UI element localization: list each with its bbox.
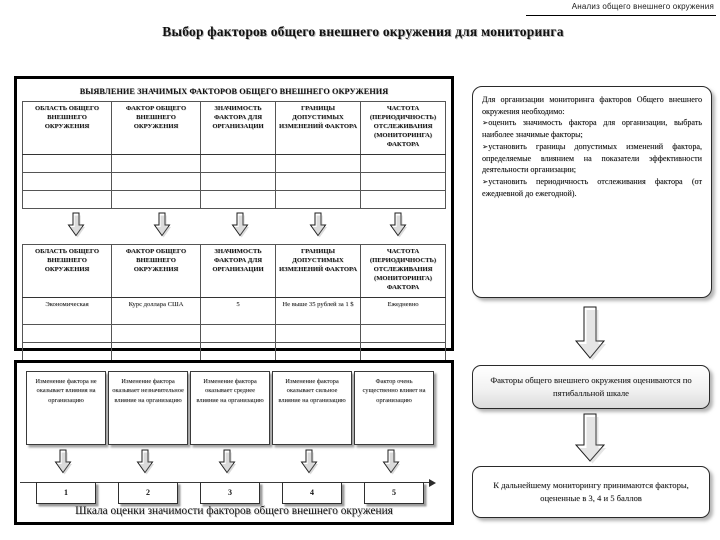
- down-arrow-icon: [217, 449, 237, 480]
- scale-box-2[interactable]: Изменение фактора оказывает незначительное влияние на организацию: [108, 371, 188, 445]
- further-monitoring-note: [472, 466, 710, 518]
- tables-caption: ВЫЯВЛЕНИЕ ЗНАЧИМЫХ ФАКТОРОВ ОБЩЕГО ВНЕШНЕГО ОКРУЖЕНИЯ: [79, 87, 389, 96]
- cell[interactable]: [23, 191, 112, 209]
- cell[interactable]: [201, 325, 276, 343]
- cell[interactable]: [276, 173, 361, 191]
- info-bullet-2-text: установить границы допустимых изменений фактора, определяемые влиянием на показатели эффективности деятельности организации;: [482, 141, 702, 175]
- bullet-marker-icon: ➢: [482, 141, 489, 151]
- down-arrow-icon: [388, 212, 408, 238]
- cell-limits[interactable]: Не выше 35 рублей за 1 $: [276, 298, 361, 325]
- col-header-frequency: ЧАСТОТА (ПЕРИОДИЧНОСТЬ) ОТСЛЕЖИВАНИЯ (МОНИТОРИНГА) ФАКТОРА: [361, 245, 446, 298]
- scale-value-3[interactable]: 3: [200, 482, 260, 504]
- cell[interactable]: [112, 191, 201, 209]
- running-header-text: Анализ общего внешнего окружения: [571, 2, 714, 11]
- header-rule: [526, 15, 716, 16]
- info-bullet-3: [482, 176, 702, 199]
- cell[interactable]: [23, 155, 112, 173]
- scale-value-1[interactable]: 1: [36, 482, 96, 504]
- scale-box-4[interactable]: Изменение фактора оказывает сильное влияние на организацию: [272, 371, 352, 445]
- scale-value-4[interactable]: 4: [282, 482, 342, 504]
- cell[interactable]: [276, 191, 361, 209]
- cell[interactable]: [276, 325, 361, 343]
- info-bullet-1-text: оценить значимость фактора для организации, выбрать наиболее значимые факторы;: [482, 118, 702, 140]
- col-header-significance: ЗНАЧИМОСТЬ ФАКТОРА ДЛЯ ОРГАНИЗАЦИИ: [201, 245, 276, 298]
- tables-panel: [14, 76, 454, 351]
- cell[interactable]: [201, 155, 276, 173]
- cell[interactable]: [361, 343, 446, 361]
- cell[interactable]: [112, 155, 201, 173]
- down-arrow-icon: [299, 449, 319, 480]
- down-arrow-icon: [230, 212, 250, 238]
- info-balloon: [472, 86, 712, 298]
- cell[interactable]: [112, 343, 201, 361]
- further-monitoring-text: К дальнейшему мониторингу принимаются факторы, оцененные в 3, 4 и 5 баллов: [493, 480, 689, 503]
- five-point-note: [472, 365, 710, 409]
- col-header-limits: ГРАНИЦЫ ДОПУСТИМЫХ ИЗМЕНЕНИЙ ФАКТОРА: [276, 245, 361, 298]
- cell[interactable]: [361, 173, 446, 191]
- col-header-factor: ФАКТОР ОБЩЕГО ВНЕШНЕГО ОКРУЖЕНИЯ: [112, 102, 201, 155]
- down-arrow-icon: [381, 449, 401, 480]
- cell[interactable]: [201, 191, 276, 209]
- down-arrow-icon: [53, 449, 73, 480]
- cell[interactable]: [276, 155, 361, 173]
- cell[interactable]: [201, 173, 276, 191]
- scale-caption: Шкала оценки значимости факторов общего внешнего окружения: [75, 505, 393, 517]
- scale-value-5[interactable]: 5: [364, 482, 424, 504]
- info-lead: Для организации мониторинга факторов Общего внешнего окружения необходимо:: [482, 95, 702, 116]
- col-header-factor: ФАКТОР ОБЩЕГО ВНЕШНЕГО ОКРУЖЕНИЯ: [112, 245, 201, 298]
- cell[interactable]: [361, 191, 446, 209]
- scale-box-5[interactable]: Фактор очень существенно влияет на организацию: [354, 371, 434, 445]
- cell[interactable]: [23, 343, 112, 361]
- transition-arrows: [30, 212, 438, 240]
- table-row[interactable]: [23, 343, 446, 361]
- page-title: Выбор факторов общего внешнего окружения для мониторинга: [162, 24, 564, 39]
- cell[interactable]: [361, 325, 446, 343]
- cell-frequency[interactable]: Ежедневно: [361, 298, 446, 325]
- scale-box-1[interactable]: Изменение фактора не оказывает влияния на организацию: [26, 371, 106, 445]
- down-arrow-icon: [573, 305, 607, 366]
- axis-arrowhead-icon: [429, 479, 436, 487]
- five-point-text: Факторы общего внешнего окружения оцениваются по пятибалльной шкале: [490, 375, 692, 398]
- bullet-marker-icon: ➢: [482, 118, 489, 128]
- info-bullet-3-text: установить периодичность отслеживания фактора (от ежедневной до ежегодной).: [482, 177, 702, 198]
- table-row[interactable]: [23, 191, 446, 209]
- table-header-row: [23, 245, 446, 298]
- down-arrow-icon: [135, 449, 155, 480]
- table-row[interactable]: [23, 155, 446, 173]
- col-header-area: ОБЛАСТЬ ОБЩЕГО ВНЕШНЕГО ОКРУЖЕНИЯ: [23, 102, 112, 155]
- table-header-row: [23, 102, 446, 155]
- down-arrow-icon: [66, 212, 86, 238]
- cell-factor[interactable]: Курс доллара США: [112, 298, 201, 325]
- cell[interactable]: [276, 343, 361, 361]
- scale-arrows: [26, 449, 444, 475]
- scale-value-2[interactable]: 2: [118, 482, 178, 504]
- cell[interactable]: [23, 173, 112, 191]
- info-bullet-2: [482, 141, 702, 176]
- col-header-frequency: ЧАСТОТА (ПЕРИОДИЧНОСТЬ) ОТСЛЕЖИВАНИЯ (МОНИТОРИНГА) ФАКТОРА: [361, 102, 446, 155]
- down-arrow-icon: [308, 212, 328, 238]
- cell[interactable]: [112, 325, 201, 343]
- table-row[interactable]: [23, 173, 446, 191]
- table-row[interactable]: [23, 325, 446, 343]
- cell[interactable]: [361, 155, 446, 173]
- scale-box-3[interactable]: Изменение фактора оказывает среднее влияние на организацию: [190, 371, 270, 445]
- col-header-area: ОБЛАСТЬ ОБЩЕГО ВНЕШНЕГО ОКРУЖЕНИЯ: [23, 245, 112, 298]
- factors-table-filled: [22, 244, 446, 361]
- scale-boxes-wrap: [26, 371, 444, 445]
- cell[interactable]: [201, 343, 276, 361]
- scale-axis: [20, 478, 444, 497]
- down-arrow-icon: [152, 212, 172, 238]
- col-header-limits: ГРАНИЦЫ ДОПУСТИМЫХ ИЗМЕНЕНИЙ ФАКТОРА: [276, 102, 361, 155]
- cell[interactable]: [112, 173, 201, 191]
- down-arrow-icon: [573, 412, 607, 469]
- table-row[interactable]: [23, 298, 446, 325]
- cell-significance[interactable]: 5: [201, 298, 276, 325]
- col-header-significance: ЗНАЧИМОСТЬ ФАКТОРА ДЛЯ ОРГАНИЗАЦИИ: [201, 102, 276, 155]
- cell-area[interactable]: Экономическая: [23, 298, 112, 325]
- info-bullet-1: [482, 117, 702, 140]
- cell[interactable]: [23, 325, 112, 343]
- factors-table-blank: [22, 101, 446, 209]
- bullet-marker-icon: ➢: [482, 177, 489, 187]
